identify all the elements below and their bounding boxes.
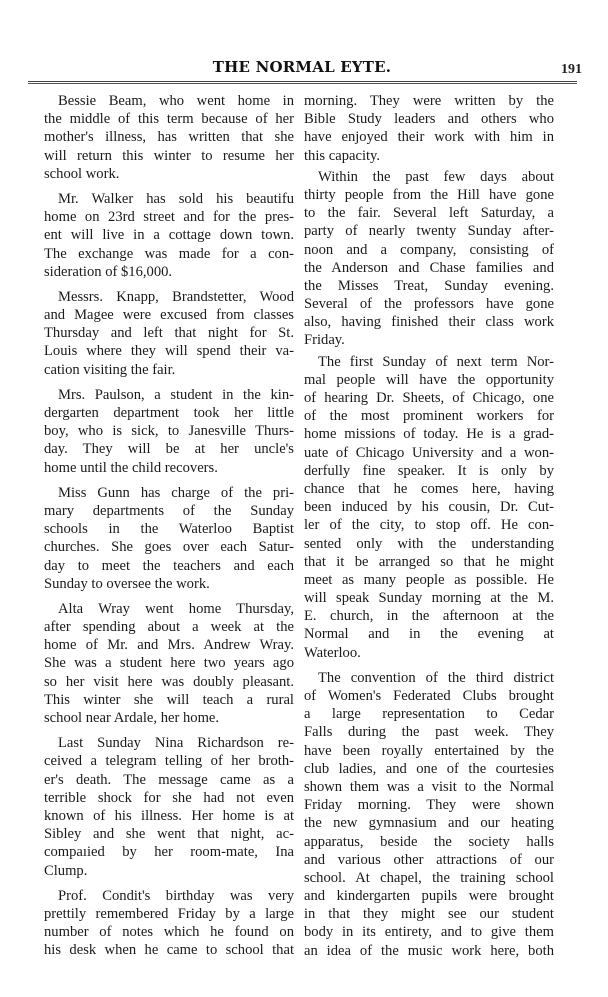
text-line: mother's illness, has written that she [44,129,294,146]
text-line: mal people will have the opportunity [304,371,554,388]
text-line: also, having finished their class work [304,314,554,331]
text-line: Miss Gunn has charge of the pri- [58,484,294,501]
paragraph-messrs-knapp [30,288,294,379]
text-line: chance that he comes here, having [304,480,554,497]
text-line: the middle of this term because of her [44,111,294,128]
text-line: er's death. The message came as a [44,771,294,788]
text-line: schools in the Waterloo Baptist [44,521,294,538]
text-line: terrible shock for she had not even [44,789,294,806]
text-line: Normal and in the evening at [304,626,554,643]
left-column [30,92,294,966]
text-line: churches. She goes over each Satur- [44,539,294,556]
header-rule [28,81,577,84]
text-line: known of his illness. Her home is at [44,807,294,824]
text-line: of Women's Federated Clubs brought [304,688,554,704]
text-line: morning. They were written by the [304,93,554,109]
paragraph-womens-clubs [290,669,554,960]
text-line: This winter she will teach a rural [44,691,294,708]
text-line: have enjoyed their work with him in [304,129,554,146]
text-line: dergarten department took her little [44,405,294,421]
text-line: the Anderson and Chase families and [304,259,554,276]
text-line: of hearing Dr. Sheets, of Chicago, one [304,390,554,406]
paragraph-bessie-beam [30,92,294,183]
text-line: of the most prominent workers for [304,408,554,425]
text-line: will speak Sunday morning at the M. [304,590,554,607]
text-line: The convention of the third district [318,669,554,686]
text-line: will return this winter to resume her [44,147,294,164]
text-line: uate of Chicago University and a won- [304,444,554,461]
text-line: have been royally entertained by the [304,742,554,759]
paragraph-fair-visitors [290,168,554,350]
text-line: noon and a company, consisting of [304,241,554,258]
text-line: home on 23rd street and for the pres- [44,209,294,226]
text-line: Several of the professors have gone [304,296,554,313]
text-line: home missions of today. He is a grad- [304,426,554,443]
text-line: so her visit here was doubly pleasant. [44,673,294,690]
text-line: Mr. Walker has sold his beautifu [58,190,294,207]
text-line: Friday. [304,332,345,349]
text-line: day. They will be at her uncle's [44,441,294,458]
text-line: school work. [44,165,120,182]
text-line: an idea of the music work here, both [304,942,554,959]
text-line: to the fair. Several left Saturday, a [304,205,554,222]
text-line: the Misses Treat, Sunday evening. [304,277,554,294]
text-line: prettily remembered Friday by a large [44,905,294,922]
text-line: Within the past few days about [318,168,554,185]
text-line: in that they might see our student [304,906,554,923]
text-line: thirty people from the Hill have gone [304,186,554,203]
text-line: Bessie Beam, who went home in [58,93,294,109]
text-line: Mrs. Paulson, a student in the kin- [58,386,294,403]
text-line: a large representation to Cedar [304,706,554,723]
paragraph-miss-gunn [30,484,294,593]
text-line: after spending about a week at the [44,619,294,636]
text-line: ent will live in a cottage down town. [44,227,294,244]
text-line: compaıied by her room-mate, Ina [44,844,294,861]
paragraph-mrs-paulson [30,386,294,477]
text-line: Bible Study leaders and others who [304,111,554,128]
paragraph-dr-sheets [290,353,554,662]
text-line: boy, who is sick, to Janesville Thurs- [44,423,294,440]
running-title: THE NORMAL EYTE. [212,58,392,76]
page-header [28,58,582,82]
text-line: The first Sunday of next term Nor- [318,353,554,370]
text-line: Messrs. Knapp, Brandstetter, Wood [58,288,294,305]
text-line: day to meet the teachers and each [44,557,294,574]
text-line: apparatus, beside the society halls [304,833,554,850]
text-line: Sunday to oversee the work. [44,575,210,592]
text-line: been induced by his cousin, Dr. Cut- [304,499,554,516]
text-line: cation visiting the fair. [44,361,176,378]
text-line: derfully fine speaker. It is only by [304,462,554,479]
text-line: sideration of $16,000. [44,263,173,280]
text-line: home of Mr. and Mrs. Andrew Wray. [44,637,294,654]
text-line: Alta Wray went home Thursday, [58,600,294,617]
text-line: Falls during the past week. They [304,724,554,741]
text-line: shown them was a visit to the Normal [304,778,554,795]
text-line: ceived a telegram telling of her broth- [44,753,294,770]
text-line: She was a student here two years ago [44,655,294,672]
text-line: Waterloo. [304,644,361,661]
page-number: 191 [561,62,582,77]
text-line: and various other attractions of our [304,851,554,868]
right-column [290,92,554,967]
text-line: Sibley and she went that night, ac- [44,826,294,843]
text-line: home until the child recovers. [44,459,218,476]
text-line: club ladies, and one of the courtesies [304,760,554,777]
text-line: Last Sunday Nina Richardson re- [58,735,294,752]
paragraph-prof-condit-cont [290,92,554,165]
paragraph-prof-condit [30,887,294,960]
text-line: mary departments of the Sunday [44,502,294,519]
text-line: Clump. [44,862,88,879]
text-line: school near Ardale, her home. [44,710,220,726]
text-line: Friday morning. They were shown [304,797,554,814]
text-line: and Magee were excused from classes [44,307,294,324]
text-line: this capacity. [304,147,381,164]
text-line: Prof. Condit's birthday was very [58,887,294,904]
paragraph-mr-walker [30,190,294,281]
text-line: Louis where they will spend their va- [44,343,294,360]
text-line: that it be arranged so that he might [304,553,554,570]
text-line: his desk when he came to school that [44,942,294,959]
text-line: and kindergarten pupils were brought [304,888,554,905]
paragraph-alta-wray [30,600,294,727]
text-line: ler of the city, to stop off. He con- [304,517,554,534]
text-line: body in its entirety, and to give them [304,924,554,941]
text-line: Thursday and left that night for St. [44,325,294,342]
text-line: party of nearly twenty Sunday after- [304,223,554,240]
text-line: The exchange was made for a con- [44,245,294,262]
text-line: the new gymnasium and our heating [304,815,554,832]
text-line: number of notes which he found on [44,924,294,941]
text-line: meet as many people as possible. He [304,571,554,588]
text-line: sented only with the understanding [304,535,554,552]
text-line: E. church, in the afternoon at the [304,608,554,625]
text-line: school. At chapel, the training school [304,869,554,886]
paragraph-nina-richardson [30,734,294,880]
